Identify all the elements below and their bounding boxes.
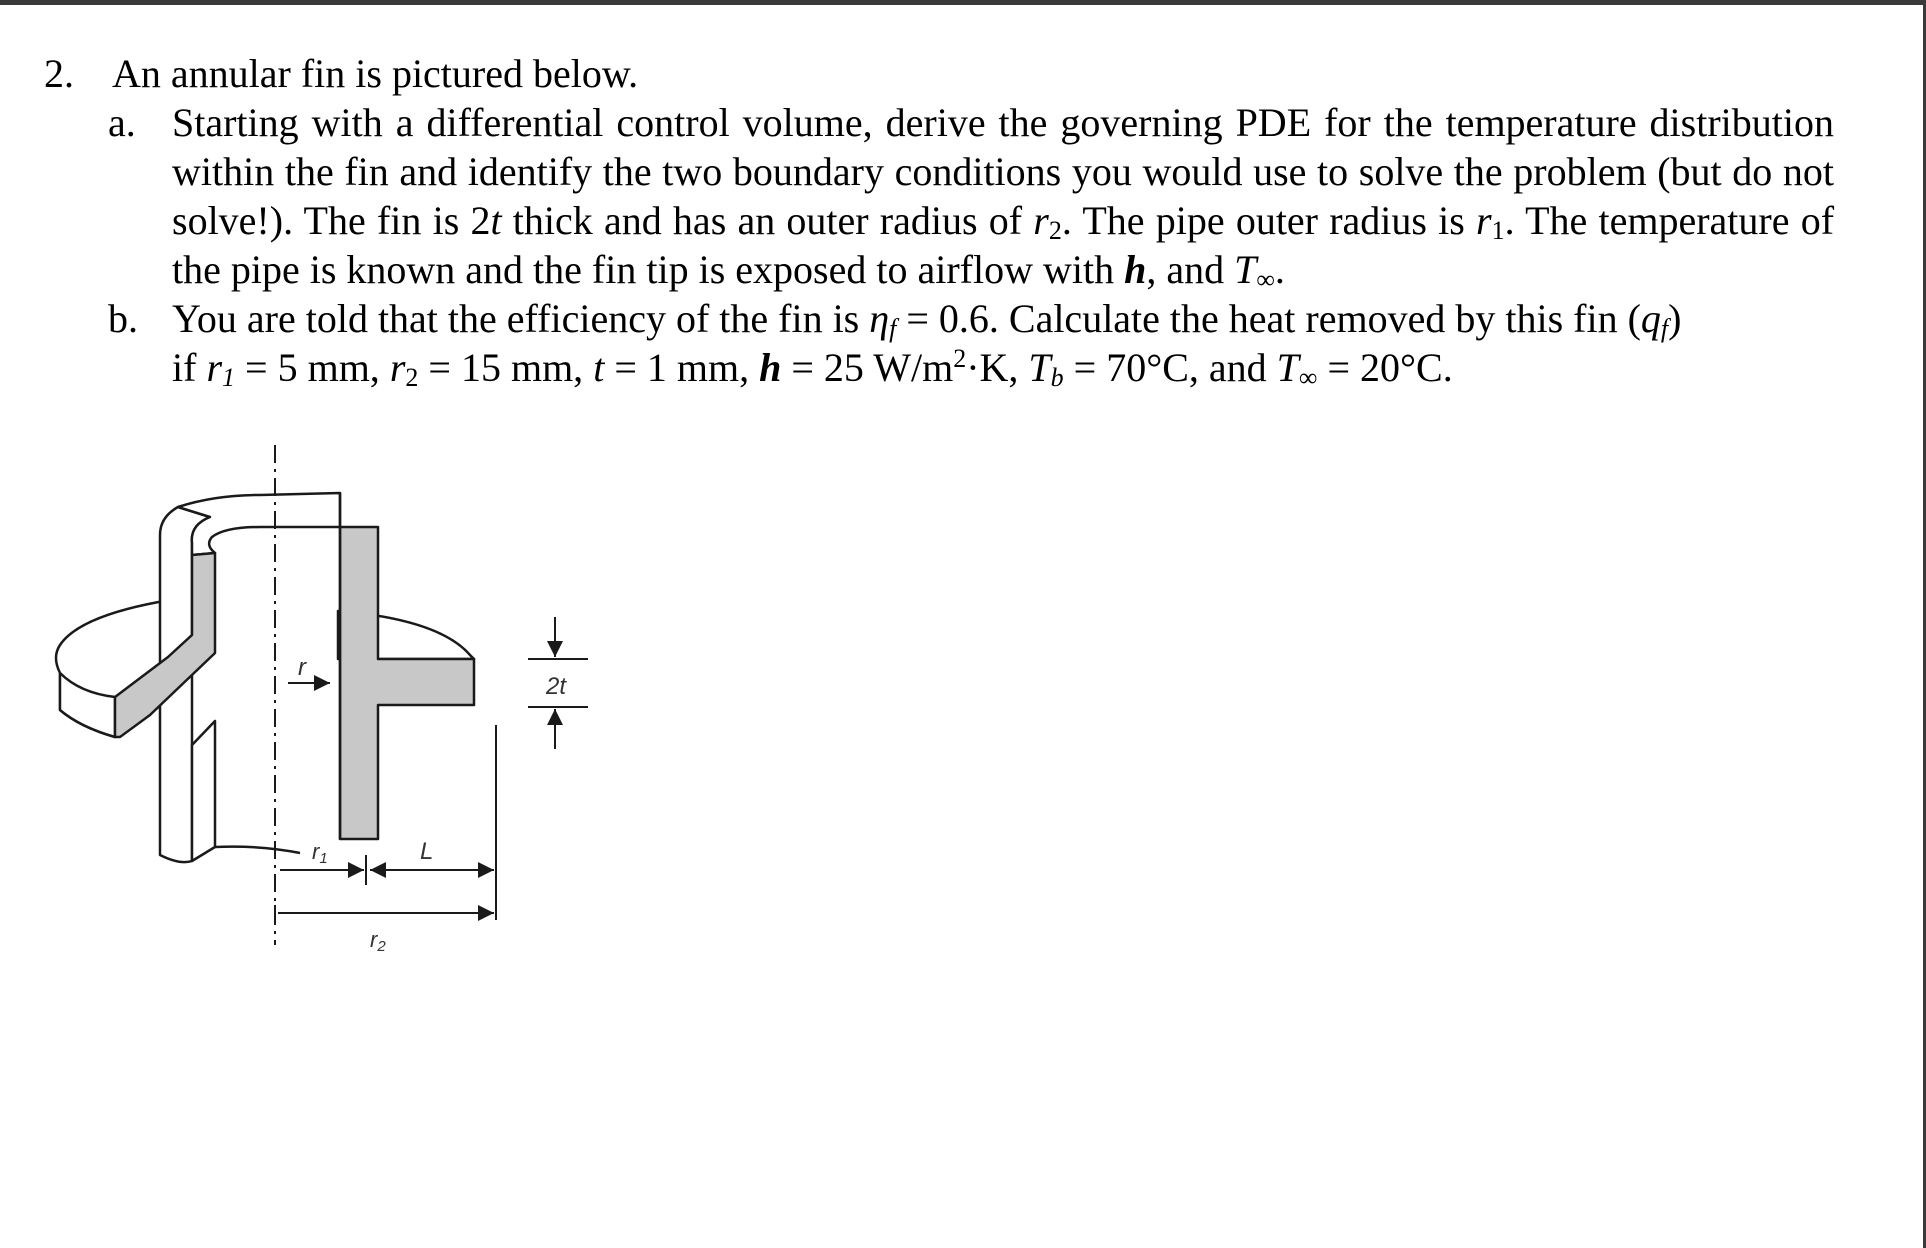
var-q: q [1640,296,1661,341]
part-b-text-2: = 0.6. Calculate the heat removed by this fin ( [896,296,1641,341]
pipe-top-rim [178,493,340,555]
given-r2-sub: 2 [405,363,419,392]
label-r1-sub: 1 [319,850,328,867]
given-h-value: = 25 W/m [781,345,954,390]
label-r2-sub: 2 [377,938,386,955]
given-r2-value: = 15 mm, [418,345,594,390]
given-r2: r [389,345,406,390]
given-t-value: = 1 mm, [604,345,760,390]
var-r2: r [1033,198,1049,243]
part-a-text-3: . The pipe outer radius is [1061,198,1477,243]
part-b-text [172,294,1844,392]
var-h: h [1124,247,1147,292]
problem-intro: An annular fin is pictured below. [112,51,639,96]
given-Tb: T [1028,345,1051,390]
label-r: r [298,654,306,681]
part-b-if: if [172,345,207,390]
label-L: L [420,838,434,865]
label-2t: 2t [546,673,567,700]
part-b-letter: b. [108,296,138,341]
sub-f-q: f [1660,314,1669,343]
var-eta: η [869,296,890,341]
label-r2 [370,927,386,955]
given-r1-sub: 1 [222,363,236,392]
sup-2: 2 [953,344,967,373]
sub-1: 1 [1491,216,1505,245]
part-a-text-4: . The temperature of the pipe is known and the fin tip is exposed to airflow with [172,198,1835,292]
sub-2: 2 [1048,216,1062,245]
part-b [108,294,1844,392]
pipe-inner-bottom [215,847,300,853]
part-a [108,98,1844,294]
given-Tinf: T [1276,345,1299,390]
part-b-text-3: ) [1668,296,1682,341]
sub-b: b [1050,363,1064,392]
annular-fin-figure [40,445,600,965]
var-r1: r [1476,198,1492,243]
part-b-text-1: You are told that the efficiency of the fin is [172,296,870,341]
part-a-text [172,98,1844,294]
pipe-left-lower [192,721,215,861]
part-a-letter: a. [108,100,136,145]
given-Tinf-sub: ∞ [1298,363,1318,392]
given-Tb-value: = 70°C, and [1063,345,1277,390]
part-a-text-1: Starting with a differential control volume, derive the governing PDE for the temperature distribution within the fin and identify the two boundary conditions you would use to solve the problem (but do not solve!). The fin is 2 [172,100,1834,243]
part-a-text-6: . [1274,247,1285,292]
var-T-inf: T [1234,247,1257,292]
part-a-text-2: thick and has an outer radius of [501,198,1034,243]
label-r2-main: r [370,927,378,952]
given-r1: r [206,345,223,390]
given-h: h [759,345,782,390]
given-r1-value: = 5 mm, [235,345,390,390]
given-Tinf-value: = 20°C. [1317,345,1453,390]
label-r1-main: r [312,839,320,864]
problem-header [44,49,1844,98]
right-section [340,527,474,839]
unit-K: ·K, [966,345,1029,390]
annular-fin-diagram [40,445,600,965]
sub-inf: ∞ [1256,265,1275,294]
problem-number: 2. [44,51,74,96]
problem-2 [44,49,1844,392]
part-a-text-5: , and [1146,247,1235,292]
given-t: t [593,345,605,390]
var-t: t [490,198,502,243]
label-r1 [312,839,328,867]
sub-f: f [889,314,897,343]
